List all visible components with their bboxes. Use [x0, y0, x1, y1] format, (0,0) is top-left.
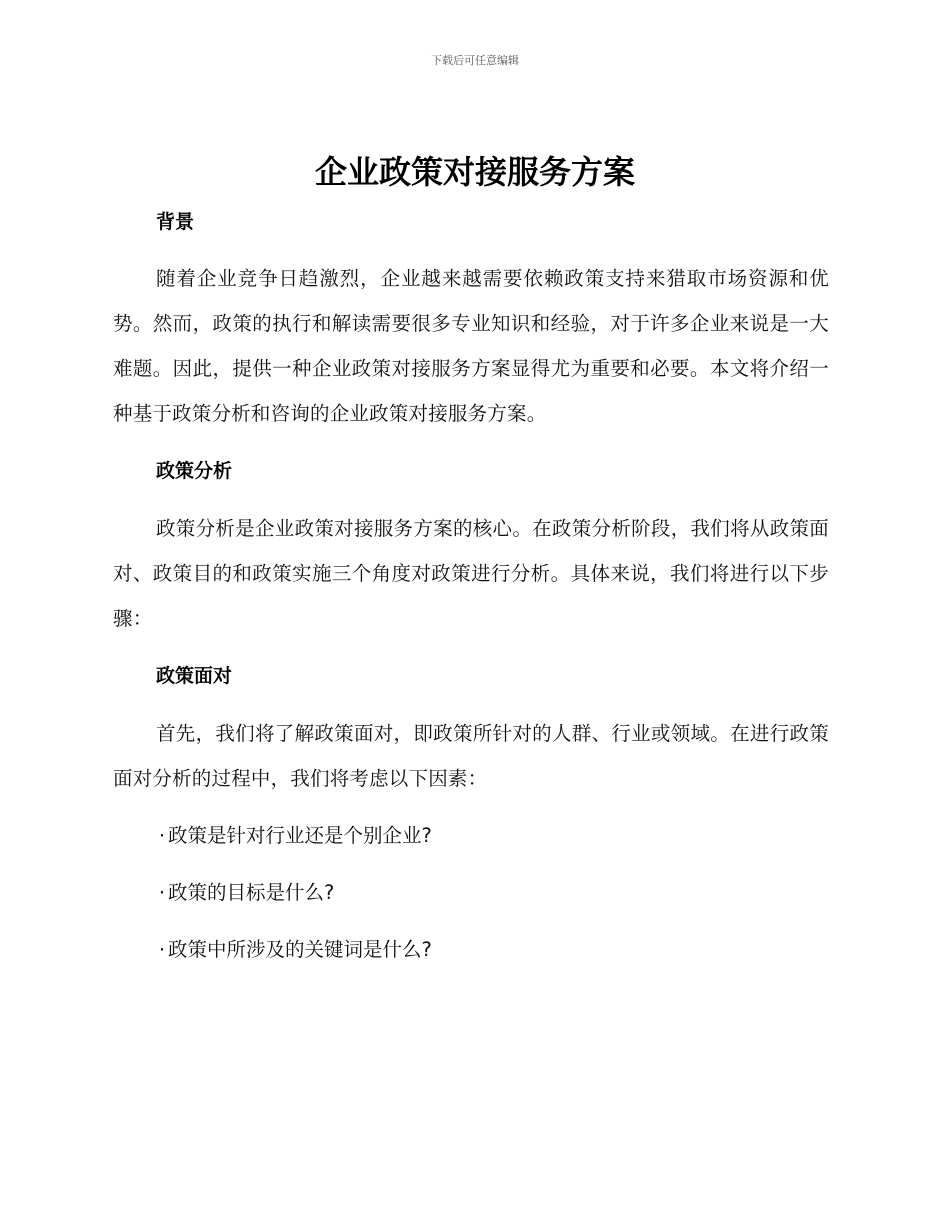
bullet-marker: · [158, 824, 166, 847]
document-title: 企业政策对接服务方案 [314, 153, 635, 191]
bullet-marker: · [158, 938, 166, 961]
paragraph-policy-analysis: 政策分析是企业政策对接服务方案的核心。在政策分析阶段，我们将从政策面对、政策目的和政策实施三个角度对政策进行分析。具体来说，我们将进行以下步骤： [113, 517, 829, 630]
bullet-item [156, 878, 334, 908]
section-heading-policy-analysis: 政策分析 [156, 460, 233, 482]
bullet-text: 政策中所涉及的关键词是什么? [168, 938, 432, 961]
bullet-item [156, 821, 432, 851]
page-header-note: 下载后可任意编辑 [431, 54, 519, 67]
bullet-item [156, 935, 432, 965]
paragraph-background: 随着企业竞争日趋激烈，企业越来越需要依赖政策支持来猎取市场资源和优势。然而，政策的执行和解读需要很多专业知识和经验，对于许多企业来说是一大难题。因此，提供一种企业政策对接服务方案显得尤为重要和必要。本文将介绍一种基于政策分析和咨询的企业政策对接服务方案。 [113, 267, 829, 425]
section-heading-background: 背景 [156, 211, 195, 233]
bullet-text: 政策是针对行业还是个别企业? [168, 824, 432, 847]
paragraph-policy-target: 首先，我们将了解政策面对，即政策所针对的人群、行业或领域。在进行政策面对分析的过程中，我们将考虑以下因素： [113, 722, 829, 790]
bullet-marker: · [158, 881, 166, 904]
section-heading-policy-target: 政策面对 [156, 665, 233, 687]
bullet-text: 政策的目标是什么? [168, 881, 335, 904]
